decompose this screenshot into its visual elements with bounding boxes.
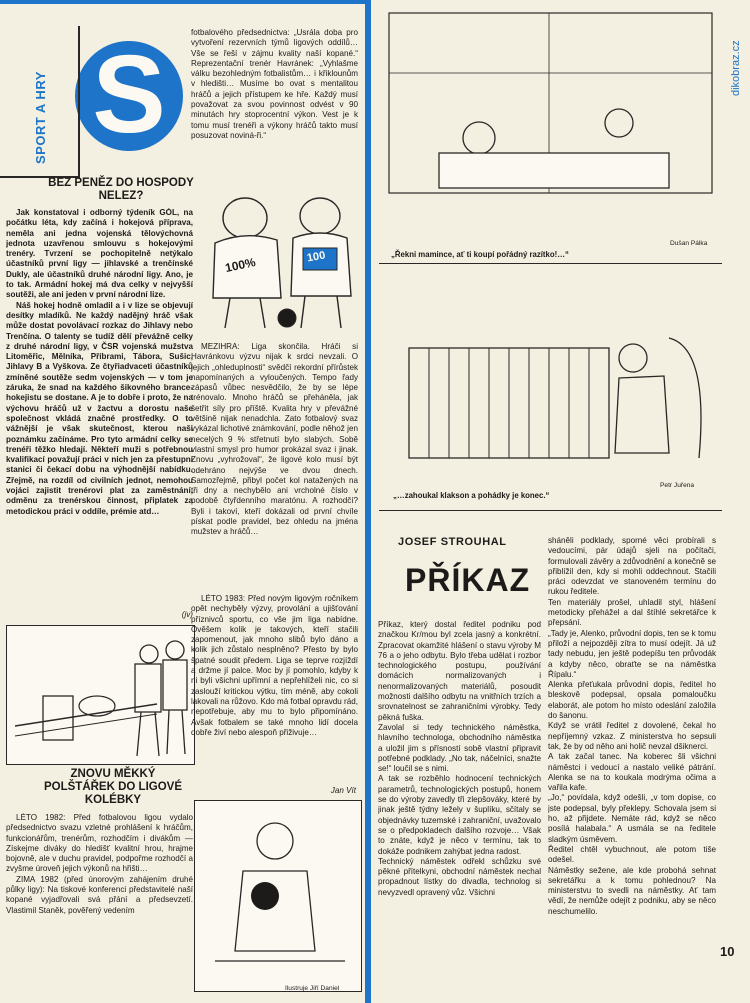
story-title: PŘÍKAZ — [405, 562, 531, 598]
illustration-referee — [194, 800, 362, 992]
section-letter-s — [74, 40, 184, 152]
blue-binding-strip — [365, 0, 371, 1003]
top-blue-border — [0, 0, 371, 4]
article-col2-signature: Jan Vít — [330, 786, 356, 795]
article-col2-leto1983: LÉTO 1983: Před novým ligovým ročníkem opět nechyběly výzvy, provolání a ujišťování příznivců sportu, co vše jim liga nabídne. Ověšem kolik je takových, kteří stačili zapomenout, jak mnoho slibů bylo dáno a kolik jich zůstalo nesplněno? Přesto by bylo špatné soudit předem. Liga se teprve rozjíždí a držme jí palce. Moc by jí pomohlo, kdyby k ni byli všichni upřímní a nepřehlíželi nic, co si zaslouží kritickou výtku, tím méně, aby cokoli lakovali na růžovo. Kdo má fotbal opravdu rád, nepotřebuje, aby mu to bylo připomínáno. Avšak fotbalem se také mnoho lidí docela dobře živí nebo alespoň přiživuje… — [191, 594, 358, 737]
article-col2-top: fotbalového předsednictva: „Usrála doba pro vytvoření rezervních týmů ligových oddílů… Vše se řeší v zájmu kvality naší kopané.“ Reprezentační trenér Havránek: „Vyhlašme válku bezohledným fotbalistům… i křiklounům v hledišti… Musíme bo ovat s mentalitou hráčů a jejich přístupem ke hře. Každý musí považovat za svou povinnost odvést v 90 minutách hry stoprocentní výkon. Vest je k tomu musí trenéři a výkony hráčů takto musí posuzovat noviná-ři.“ — [191, 28, 358, 140]
article-col1b-body: LÉTO 1982: Před fotbalovou ligou vydalo předsednictvo svazu vzletné prohlášení k hráčům, funkcionářům, trenérům, rozhodčím i divákům — Získejme diváky do hledišť kvalitní hrou, hrajme bojovně, ale v duchu pravidel, podpořme rozhodčí a zvyšme úroveň jejich výkonů na hřišti… ZIMA 1982 (před únorovým zahájením druhé půlky ligy): Na tiskové konferenci představitelé naší kopané vyjadřovali svá přání a předsevzetí. Vlastimil Staněk, pověřený vedením — [6, 813, 193, 915]
jersey-label-100-percent: 100% — [223, 254, 257, 276]
side-watermark: dikobraz.cz — [730, 40, 742, 96]
cartoon-crib — [379, 268, 722, 511]
jersey-label-100: 100 — [306, 249, 327, 265]
svg-text:S: S — [92, 40, 166, 152]
cartoon-office — [379, 3, 722, 264]
article-title-bez-penez: BEZ PENĚZ DO HOSPODY NELEZ? — [48, 177, 194, 202]
section-label: SPORT A HRY — [33, 71, 48, 164]
story-right-column: sháněli podklady, sporné věci probírali s vedoucími, pár údajů sjeli na počítači, formulovali závěry a zdůvodnění a konečně se přiblížil den, kdy si mohli oddechnout. Stačili práci odevzdat ve stanoveném termínu do rukou ředitele. Ten materiály prošel, uhladil styl, hlášení metodicky přehážel a dal štíhlé sekretářce k přepsání. „Tady je, Alenko, průvodní dopis, ten se k tomu přiloží a nejpozději zítra to musí odejít. Já už tady nebudu, jen ještě podepíšu ten průvodák a kdyby něco, obraťte se na náměstka Řípalu.“ Alenka přeťukala průvodní dopis, ředitel ho bleskově podepsal, opsala pomaloučku elaborát, ale potom ho místo odeslání založila do šanonu. Když se vrátil ředitel z dovolené, čekal ho nepříjemný vzkaz. Z ministerstva ho sepsuli tak, že by od něho ani holič nevzal dšiknerci. A tak začal tanec. Na koberec šli všichni náměstci i vedoucí a nastalo veliké pátrání. Alenka se na to koukala modrýma očima a vařila kafe. „Jo,“ povídala, když odešli, „v tom dopise, co jste podepsal, byly překlepy. Schovala jsem si ho, až přijdete. Nemáte rád, když se něco posílá halabala.“ A usmála se na ředitele sladkým úsměvem. Ředitel chtěl vybuchnout, ale potom tiše odešel. Náměstky sežene, ale kde probohá sehnat sekretářku a k tomu pohlednou? Na ministerstvu to svedli na náměstky. Ať tam vědí, že nemůže odejít z podniku, aby se něco neschumelilo. — [548, 536, 716, 916]
illustration-credit: Ilustruje Jiří Daniel — [285, 985, 340, 992]
article-col2-mezihra: MEZIHRA: Liga skončila. Hráči si Havránkovu výzvu nijak k srdci nevzali. O jejich „ohleduplnosti“ svědčí rekordní přírůstek napomínaných a vyloučených. Tempo řady zápasů vůbec nesvědčilo, že by se lépe trénovalo. Mnoho hráčů se přeháněla, jak šetřit síly pro příště. Kvalita hry v převážné většině nijak nenadchla. Zato fotbalový svaz vykázal lichotivé známkování, podle něhož jen necelých 9 % střetnutí bylo slabých. Sobě vlastní smysl pro humor prokázal svaz i jinak. Znovu „vyhrožoval“, že ligové kolo musí být odehráno nejvýše ve dvou dnech. Samozřejmě, přibyl počet kol natažených na tři dny a nechybělo ani vrcholné číslo v podobě čtyřdenního maratónu. A rozhodčí? Byli i takoví, kteří dokázali od první chvíle pískat podle pravidel, bez ohledu na jména mužstev a hráčů… — [191, 342, 358, 537]
cartoon-2-caption: „…zahoukal klakson a pohádky je konec.“ — [393, 491, 550, 500]
story-author: JOSEF STROUHAL — [398, 536, 507, 548]
cartoon-1-author: Dušan Pálka — [670, 240, 708, 247]
section-corner-rule — [0, 26, 80, 178]
article-col1-signature: (jv) — [181, 610, 193, 619]
cartoon-2-author: Petr Juřena — [660, 482, 695, 489]
illustration-footballers — [195, 178, 365, 336]
illustration-soldiers — [6, 625, 195, 765]
page-number: 10 — [720, 944, 735, 959]
article-col1-body: Jak konstatoval i odborný týdeník GÓL, na počátku léta, kdy začíná i hokejová příprava, neměla ani jedna vojenská tělovýchovná jednota uzavřenou smlouvu s hokejovými trenéry. Tvrzení se pochopitelně netýkalo účastníků první ligy — jihlavské a trenčínské Dukly, ale účastníků druhé národní ligy. Ano, je to tak. Armádní hokej má dva celky v nejvyšší soutěži, ale ani jeden v první národní lize. Náš hokej hodně omladil a i v lize se objevují desítky mladíků. Ne každý nadějný hráč však může dostat povolávací rozkaz do Jihlavy nebo Trenčína. O talenty se tudíž dělí převážně celky z druhé národní ligy, v ČSR vojenská mužstva Litoměřic, Mělníka, Příbrami, Tábora, Sušic, Jihlavy B a Vyškova. Ze čtyřiadvaceti účastníků zmíněné soutěže sedm vojenských — v tom je záruka, že snad na každého šikovného brance-hokejistu se dostane. A je to dobře i proto, že na výchovu hráčů už v žactvu a dorostu naše společnost vkládá značné prostředky. O to vážnější je však skutečnost, kterou naši poznámku začínáme. Pro tyto armádní celky se trenéři těžko hledají. Někteří muži s potřebnou kvalifikací považují práci v nich jen za přestupní stanici či čekací dobu na výhodnější nabídku. Zřejmě, na rozdíl od civilních jednot, nemohou vojáci zajistit trenérovi plat za zaměstnání, odměnu za trenérskou činnost, připlatek za metodickou práci v oddíle, prémie atd… — [6, 208, 193, 516]
cartoon-1-caption: „Řekni mamince, ať ti koupí pořádný razítko!…“ — [391, 250, 569, 259]
article-title-znovu: ZNOVU MĚKKÝ POLŠTÁŘEK DO LIGOVÉ KOLÉBKY — [43, 768, 182, 806]
story-left-column: Příkaz, který dostal ředitel podniku pod značkou Kr/mou byl zcela jasný a konkrétní. Zpracovat okamžité hlášení o stavu výroby M 76 a o jeho odbytu. Bylo třeba udělat i rozbor technologického postupu, používání domácích normalizovaných i nenormalizovaných materiálů, posoudit možnosti dalšího odbytu na vnitřních trzích a srovnatelnost se zahraničními výrobky. Tedy pěkná fuška. Zavolal si tedy technického náměstka, hlavního technologa, obchodního náměstka a uložil jim s přísností sobě vlastní připravit potřebné podklady. „No tak, náčelníci, snažte se!“ loučil se s nimi. A tak se rozběhlo hodnocení technických parametrů, technologických postupů, honem se do výroby zavedly tři zlepšováky, které by jinak ještě týdny ležely v šuplíku, sčítaly se objednávky tuzemské i zahraniční, uvažovalo se o předpokladech dalšího rozvoje… Však to znáte, když je něco v termínu, tak to dokáže podnikem zahýbat jedna radost. Technický náměstek odřekl schůzku své pěkné přítelkyni, obchodní náměstek nechal propadnout lístky do divadla, technolog si nevyzvedl opravený vůz. Všichni — [378, 620, 541, 897]
